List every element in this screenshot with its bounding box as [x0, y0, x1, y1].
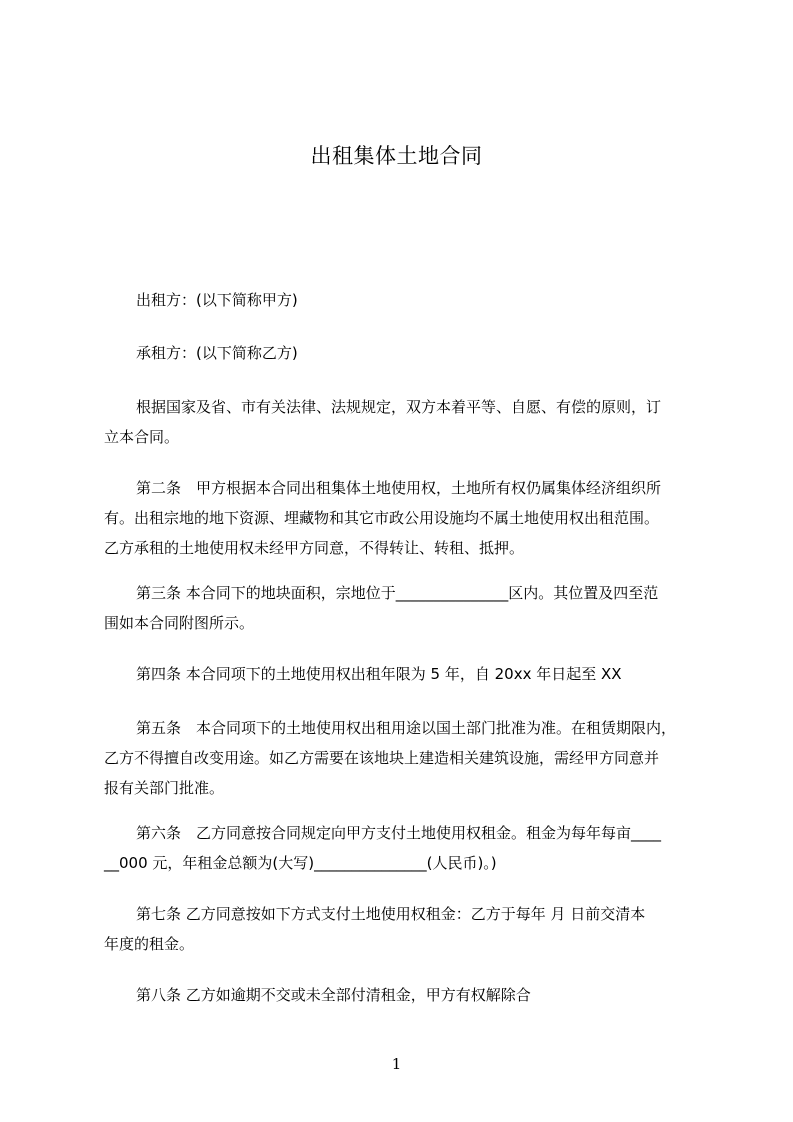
paragraph-line: 第六条 乙方同意按合同规定向甲方支付土地使用权租金。租金为每年每亩____ [136, 824, 662, 842]
paragraph-line: 第三条 本合同下的地块面积，宗地位于_______________区内。其位置及四至范 [136, 584, 659, 602]
paragraph-line: 有。出租宗地的地下资源、埋藏物和其它市政公用设施均不属土地使用权出租范围。 [104, 509, 660, 527]
paragraph-line: 乙方承租的土地使用权未经甲方同意，不得转让、转租、抵押。 [104, 539, 525, 557]
paragraph-article-4 [104, 659, 702, 689]
paragraph-line: 第八条 乙方如逾期不交或未全部付清租金，甲方有权解除合 [136, 986, 531, 1004]
page-number: 1 [391, 1055, 402, 1073]
paragraph-article-7 [104, 899, 702, 959]
paragraph-line: 报有关部门批准。 [104, 779, 225, 797]
paragraph-line: 围如本合同附图所示。 [104, 614, 255, 632]
paragraph-line: 第七条 乙方同意按如下方式支付土地使用权租金：乙方于每年 月 日前交清本 [136, 905, 646, 923]
paragraph-line: 年度的租金。 [104, 935, 195, 953]
paragraph-line: 乙方不得擅自改变用途。如乙方需要在该地块上建造相关建筑设施，需经甲方同意并 [104, 749, 660, 767]
paragraph-line: __000 元，年租金总额为(大写)_______________(人民币)。) [104, 854, 497, 872]
paragraph-article-2 [104, 473, 702, 563]
paragraph-article-3 [104, 578, 702, 638]
paragraph-line: 第五条 本合同项下的土地使用权出租用途以国土部门批准为准。在租赁期限内， [136, 719, 677, 737]
paragraph-line: 出租方：(以下简称甲方) [136, 291, 298, 309]
paragraph-article-5 [104, 713, 702, 803]
paragraph-line: 第二条 甲方根据本合同出租集体土地使用权，土地所有权仍属集体经济组织所 [136, 479, 662, 497]
document-title: 出租集体土地合同 [310, 144, 483, 168]
paragraph-line: 第四条 本合同项下的土地使用权出租年限为 5 年，自 20xx 年日起至 XX [136, 665, 622, 683]
paragraph-line: 根据国家及省、市有关法律、法规规定，双方本着平等、自愿、有偿的原则，订 [136, 398, 662, 416]
paragraph-line: 承租方：(以下简称乙方) [136, 344, 298, 362]
paragraph-lessor [104, 285, 702, 315]
paragraph-lessee [104, 338, 702, 368]
paragraph-article-8 [104, 980, 702, 1010]
paragraph-line: 立本合同。 [104, 428, 180, 446]
paragraph-preamble [104, 392, 702, 452]
paragraph-article-6 [104, 818, 702, 878]
